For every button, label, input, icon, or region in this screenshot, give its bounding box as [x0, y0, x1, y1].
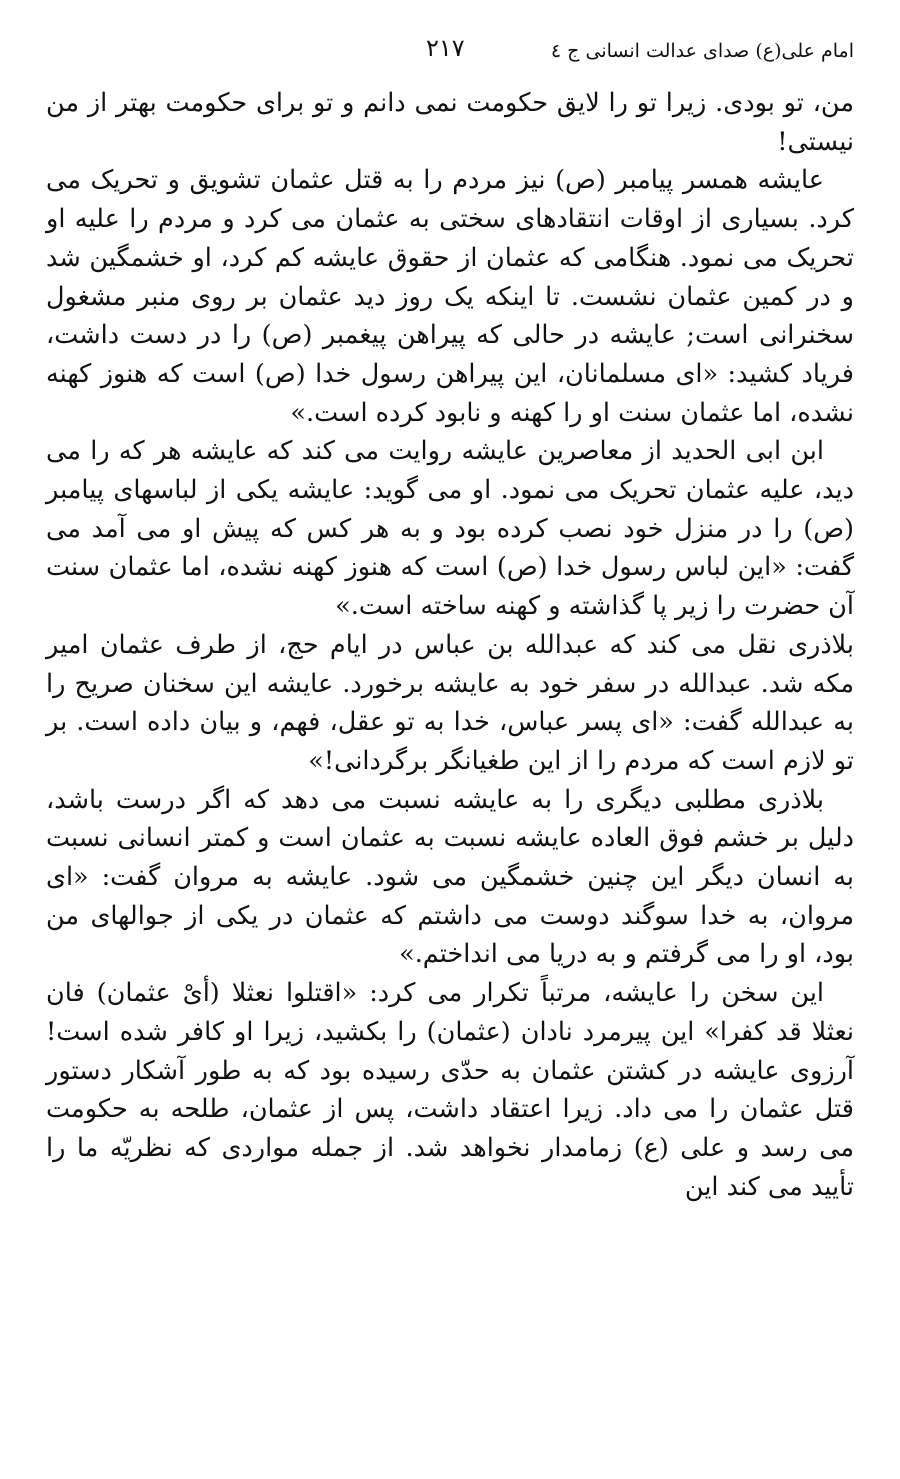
- running-header: [46, 30, 854, 70]
- paragraph: این سخن را عایشه، مرتباً تکرار می کرد: «اقتلوا نعثلا (أیْ عثمان) فان نعثلا قد کفرا» این پیرمرد نادان (عثمان) را بکشید، زیرا او کافر شده است! آرزوی عایشه در کشتن عثمان به حدّی رسیده بود که به طور آشکار دستور قتل عثمان را می داد. زیرا اعتقاد داشت، پس از عثمان، طلحه به حکومت می رسد و علی (ع) زمامدار نخواهد شد. از جمله مواردی که نظریّه ما را تأیید می کند این: [46, 978, 854, 1202]
- paragraph: ابن ابی الحدید از معاصرین عایشه روایت می کند که عایشه هر که را می دید، علیه عثمان تحریک می نمود. او می گوید: عایشه یکی از لباسهای پیامبر (ص) را در منزل خود نصب کرده بود و به هر کس که پیش او می آمد می گفت: «این لباس رسول خدا (ص) است که هنوز کهنه نشده، اما عثمان سنت آن حضرت را زیر پا گذاشته و کهنه ساخته است.»: [46, 436, 854, 622]
- body-text: [46, 84, 854, 1206]
- paragraph: بلاذری نقل می کند که عبدالله بن عباس در ایام حج، از طرف عثمان امیر مکه شد. عبدالله در سفر خود به عایشه برخورد. عایشه این سخنان صریح را به عبدالله گفت: «ای پسر عباس، خدا به تو عقل، فهم، و بیان داده است. بر تو لازم است که مردم را از این طغیانگر برگردانی!»: [46, 629, 854, 776]
- paragraph-continuation: من، تو بودی. زیرا تو را لایق حکومت نمی دانم و تو برای حکومت بهتر از من نیستی!: [46, 88, 854, 157]
- page-number: ٢١٧: [426, 34, 465, 62]
- paragraph: عایشه همسر پیامبر (ص) نیز مردم را به قتل عثمان تشویق و تحریک می کرد. بسیاری از اوقات انتقادهای سختی به عثمان می کرد و مردم را علیه او تحریک می نمود. هنگامی که عثمان از حقوق عایشه کم کرد، او خشمگین شد و در کمین عثمان نشست. تا اینکه یک روز دید عثمان بر روی منبر مشغول سخنرانی است; عایشه در حالی که پیراهن پیغمبر (ص) را در دست داشت، فریاد کشید: «ای مسلمانان، این پیراهن رسول خدا (ص) است که هنوز کهنه نشده، اما عثمان سنت او را کهنه و نابود کرده است.»: [46, 165, 854, 428]
- book-title-header: امام علی(ع) صدای عدالت انسانی ج ٤: [550, 40, 854, 62]
- paragraph: بلاذری مطلبی دیگری را به عایشه نسبت می دهد که اگر درست باشد، دلیل بر خشم فوق العاده عایشه نسبت به عثمان است و کمتر انسانی نسبت به انسان دیگر این چنین خشمگین می شود. عایشه به مروان گفت: «ای مروان، به خدا سوگند دوست می داشتم که عثمان در یکی از جوالهای من بود، او را می گرفتم و به دریا می انداختم.»: [46, 784, 854, 970]
